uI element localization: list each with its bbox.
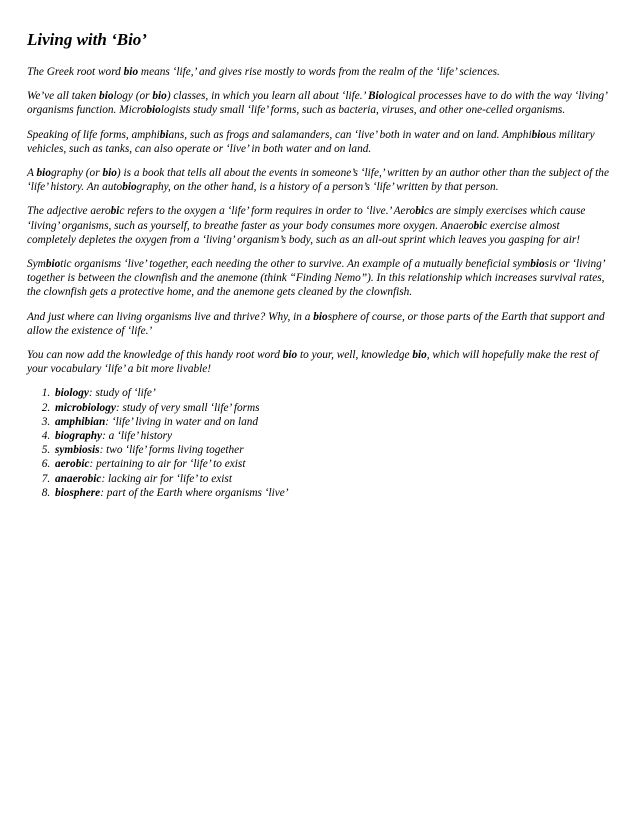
vocab-definition: : study of very small ‘life’ forms <box>115 401 260 414</box>
document-page <box>27 30 611 500</box>
root-word-highlight: bio <box>282 349 298 362</box>
vocab-definition: : pertaining to air for ‘life’ to exist <box>89 458 246 471</box>
text-segment: graphy (or <box>50 167 103 180</box>
vocab-definition: : study of ‘life’ <box>88 387 156 400</box>
text-segment: cs are simply exercises which cause ‘living’ organisms, such as yourself, to breathe faster as your body consumes more oxygen. Anaero <box>27 205 586 232</box>
root-word-highlight: bio <box>36 167 51 180</box>
vocab-term: microbiology <box>55 401 116 414</box>
paragraph <box>27 310 611 338</box>
text-segment: logists study small ‘life’ forms, such as bacteria, viruses, and other one-celled organisms. <box>160 104 566 117</box>
vocab-term: amphibian <box>55 415 106 428</box>
root-word-highlight: bio <box>531 128 547 141</box>
vocab-definition: : part of the Earth where organisms ‘live’ <box>100 486 289 499</box>
paragraph <box>27 204 611 247</box>
text-segment: c exercise almost completely depletes the oxygen from a ‘living’ organism’s body, such as an all-out sprint which leaves you gasping for air! <box>27 219 581 246</box>
text-segment: c refers to the oxygen a ‘life’ form requires in order to ‘live.’ Aero <box>119 205 416 218</box>
list-item <box>53 386 611 400</box>
vocab-definition: : lacking air for ‘life’ to exist <box>101 472 232 485</box>
text-segment: sphere of course, or those parts of the Earth that support and allow the existence of ‘life.’ <box>27 310 605 337</box>
text-segment: The Greek root word <box>27 66 124 78</box>
root-word-highlight: bio <box>530 258 545 271</box>
text-segment: to your, well, knowledge <box>297 349 413 362</box>
text-segment: Sym <box>27 258 46 271</box>
text-segment: The adjective aero <box>27 205 111 218</box>
text-segment: sis or ‘living’ together is between the clownfish and the anemone (think “Finding Nemo”). In this relationship which increases survival rates, the clownfish gets a protective home, and the anemone gets cleaned by the clownfish. <box>27 258 605 299</box>
root-word-highlight: bi <box>159 128 169 141</box>
list-item <box>53 486 611 500</box>
text-segment: logy (or <box>113 90 153 103</box>
vocab-term: biosphere <box>55 486 101 499</box>
root-word-highlight: bio <box>412 349 427 362</box>
root-word-highlight: bi <box>415 205 424 218</box>
vocabulary-list <box>27 386 611 500</box>
text-segment: Speaking of life forms, amphi <box>27 128 160 141</box>
root-word-highlight: bi <box>110 205 120 218</box>
paragraph <box>27 128 611 156</box>
paragraph <box>27 89 611 117</box>
root-word-highlight: bio <box>99 90 114 103</box>
root-word-highlight: bio <box>146 104 161 117</box>
paragraph <box>27 166 611 194</box>
vocab-term: biography <box>55 430 103 443</box>
text-segment: means ‘life,’ and gives rise mostly to words from the realm of the ‘life’ sciences. <box>138 66 500 78</box>
vocab-term: aerobic <box>55 458 90 471</box>
text-segment: ) is a book that tells all about the events in someone’s ‘life,’ written by an author other than the subject of the ‘life’ history. An auto <box>27 167 609 194</box>
text-segment: tic organisms ‘live’ together, each needing the other to survive. An example of a mutually beneficial sym <box>60 258 531 271</box>
list-item <box>53 415 611 429</box>
list-item <box>53 429 611 443</box>
root-word-highlight: bio <box>102 167 117 180</box>
text-segment: A <box>27 167 37 180</box>
root-word-highlight: bi <box>473 219 483 232</box>
text-segment: , which will hopefully make the rest of your vocabulary ‘life’ a bit more livable! <box>27 349 599 376</box>
text-segment: And just where can living organisms live and thrive? Why, in a <box>27 310 314 323</box>
list-item <box>53 472 611 486</box>
vocab-term: biology <box>55 387 89 400</box>
root-word-highlight: bio <box>123 66 139 78</box>
list-item <box>53 443 611 457</box>
text-segment: graphy, on the other hand, is a history of a person’s ‘life’ written by that person. <box>136 181 499 194</box>
list-item <box>53 401 611 415</box>
root-word-highlight: bio <box>152 90 167 103</box>
text-segment: ) classes, in which you learn all about ‘life.’ <box>166 90 368 103</box>
root-word-highlight: bio <box>45 258 61 271</box>
text-segment: us military vehicles, such as tanks, can also operate or ‘live’ in both water and on land. <box>27 128 595 155</box>
root-word-highlight: bio <box>122 181 137 194</box>
text-segment: logical processes have to do with the way ‘living’ organisms function. Micro <box>27 90 607 117</box>
root-word-highlight: Bio <box>367 90 385 103</box>
text-segment: ans, such as frogs and salamanders, can ‘live’ both in water and on land. Amphi <box>168 128 532 141</box>
root-word-highlight: bio <box>313 310 328 323</box>
paragraph <box>27 348 611 376</box>
paragraph <box>27 65 611 79</box>
text-segment: We’ve all taken <box>27 90 100 103</box>
paragraph <box>27 257 611 300</box>
vocab-term: symbiosis <box>55 444 100 457</box>
vocab-definition: : two ‘life’ forms living together <box>99 444 244 457</box>
vocab-definition: : ‘life’ living in water and on land <box>105 415 259 428</box>
vocab-term: anaerobic <box>55 472 102 485</box>
vocab-definition: : a ‘life’ history <box>102 430 173 443</box>
text-segment: You can now add the knowledge of this handy root word <box>27 349 283 362</box>
body-paragraphs <box>27 65 611 376</box>
page-title: Living with ‘Bio’ <box>27 30 147 49</box>
list-item <box>53 457 611 471</box>
